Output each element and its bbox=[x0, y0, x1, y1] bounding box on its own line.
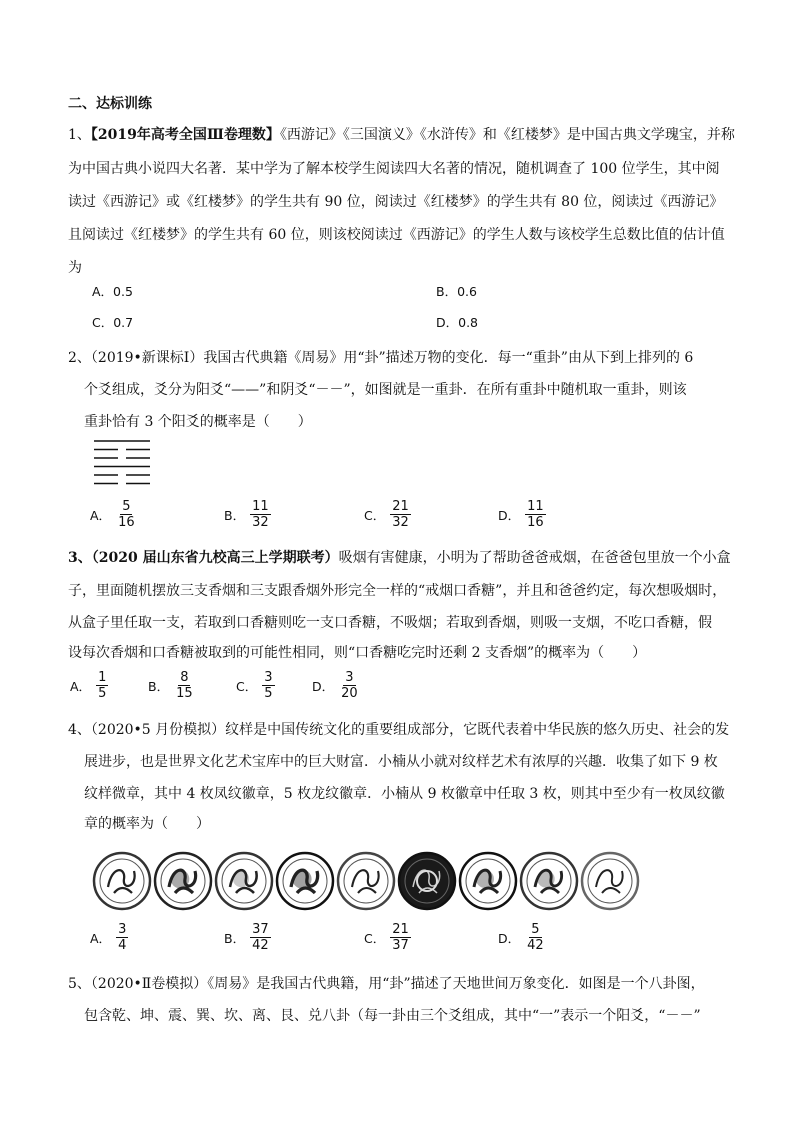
question-3-option-b[interactable]: B． $\frac{8}{15}$ bbox=[148, 670, 193, 701]
badge-image bbox=[338, 853, 394, 909]
question-3-line-2: 子，里面随机摆放三支香烟和三支跟香烟外形完全一样的“戒烟口香糖”，并且和爸爸约定，每次想吸烟时， bbox=[68, 583, 727, 599]
badge-image bbox=[94, 853, 150, 909]
badge-image bbox=[216, 853, 272, 909]
question-3-line-4: 设每次香烟和口香糖被取到的可能性相同，则“口香糖吃完时还剩 2 支香烟”的概率为（ ） bbox=[68, 645, 647, 661]
question-1-line-3: 读过《西游记》或《红楼梦》的学生共有 90 位，阅读过《红楼梦》的学生共有 80 位，阅读过《西游记》 bbox=[68, 194, 724, 210]
question-4-option-b[interactable]: B． $\frac{37}{42}$ bbox=[224, 922, 269, 953]
question-1-number: 1、 bbox=[68, 127, 91, 143]
question-4-option-a[interactable]: A． $\frac{3}{4}$ bbox=[90, 922, 127, 953]
section-title: 二、达标训练 bbox=[68, 96, 152, 112]
badge-image bbox=[155, 853, 211, 909]
question-5-line-2: 包含乾、坤、震、巽、坎、离、艮、兑八卦（每一卦由三个爻组成，其中“一”表示一个阳爻，“－－” bbox=[84, 1008, 701, 1024]
question-4-line-2: 展进步，也是世界文化艺术宝库中的巨大财富．小楠从小就对纹样艺术有浓厚的兴趣．收集了如下 9 枚 bbox=[84, 754, 718, 770]
question-1-text: 《西游记》《三国演义》《水浒传》和《红楼梦》是中国古典文学瑰宝，并称 bbox=[279, 127, 735, 143]
question-1-line-1 bbox=[68, 125, 735, 145]
question-3-line-1: 3、（2020 届山东省九校高三上学期联考）吸烟有害健康，小明为了帮助爸爸戒烟，在爸爸包里放一个小盒 bbox=[68, 550, 731, 566]
question-3-option-c[interactable]: C． $\frac{3}{5}$ bbox=[236, 670, 273, 701]
badge-image bbox=[582, 853, 638, 909]
question-3-option-a[interactable]: A． $\frac{1}{5}$ bbox=[70, 670, 107, 701]
hexagram-figure bbox=[94, 438, 154, 490]
question-1-line-5: 为 bbox=[68, 260, 82, 276]
question-4-line-3: 纹样微章，其中 4 枚凤纹徽章，5 枚龙纹徽章．小楠从 9 枚徽章中任取 3 枚，则其中至少有一枚凤纹徽 bbox=[84, 786, 725, 802]
question-2-line-1: 2、（2019•新课标Ⅰ）我国古代典籍《周易》用“卦”描述万物的变化．每一“重卦”由从下到上排列的 6 bbox=[68, 350, 694, 366]
question-5-line-1: 5、（2020•Ⅱ卷模拟）《周易》是我国古代典籍，用“卦”描述了天地世间万象变化．如图是一个八卦图， bbox=[68, 976, 705, 992]
question-1-line-2: 为中国古典小说四大名著．某中学为了解本校学生阅读四大名著的情况，随机调查了 100 位学生，其中阅 bbox=[68, 161, 720, 177]
question-3-option-d[interactable]: D． $\frac{3}{20}$ bbox=[312, 670, 358, 701]
badge-image bbox=[399, 853, 455, 909]
badge-images bbox=[90, 849, 650, 913]
question-2-option-c[interactable]: C． $\frac{21}{32}$ bbox=[364, 499, 409, 530]
question-4-line-4: 章的概率为（ ） bbox=[84, 816, 210, 832]
question-2-option-a[interactable]: A． $\frac{5}{16}$ bbox=[90, 499, 135, 530]
question-4-option-c[interactable]: C． $\frac{21}{37}$ bbox=[364, 922, 409, 953]
badge-image bbox=[521, 853, 577, 909]
question-2-option-d[interactable]: D． $\frac{11}{16}$ bbox=[498, 499, 544, 530]
question-3-line-3: 从盒子里任取一支，若取到口香糖则吃一支口香糖，不吸烟；若取到香烟，则吸一支烟，不吃口香糖，假 bbox=[68, 615, 712, 631]
question-1-option-b[interactable]: B．0.6 bbox=[436, 284, 477, 299]
question-1-line-4: 且阅读过《红楼梦》的学生共有 60 位，则该校阅读过《西游记》的学生人数与该校学生总数比值的估计值 bbox=[68, 227, 725, 243]
question-1-option-a[interactable]: A．0.5 bbox=[92, 284, 133, 299]
question-2-line-2: 个爻组成，爻分为阳爻“——”和阴爻“－－”，如图就是一重卦．在所有重卦中随机取一重卦，则该 bbox=[84, 382, 687, 398]
question-1-option-c[interactable]: C．0.7 bbox=[92, 315, 134, 330]
question-1-source: 【2019年高考全国Ⅲ卷理数】 bbox=[90, 127, 280, 143]
question-4-option-d[interactable]: D． $\frac{5}{42}$ bbox=[498, 922, 544, 953]
question-1-option-d[interactable]: D．0.8 bbox=[436, 315, 479, 330]
badge-image bbox=[460, 853, 516, 909]
question-2-option-b[interactable]: B． $\frac{11}{32}$ bbox=[224, 499, 269, 530]
question-3-source: （2020 届山东省九校高三上学期联考） bbox=[91, 550, 339, 566]
question-4-line-1: 4、（2020•5 月份模拟）纹样是中国传统文化的重要组成部分，它既代表着中华民族的悠久历史、社会的发 bbox=[68, 722, 730, 738]
badge-image bbox=[277, 853, 333, 909]
question-2-line-3: 重卦恰有 3 个阳爻的概率是（ ） bbox=[84, 414, 312, 430]
